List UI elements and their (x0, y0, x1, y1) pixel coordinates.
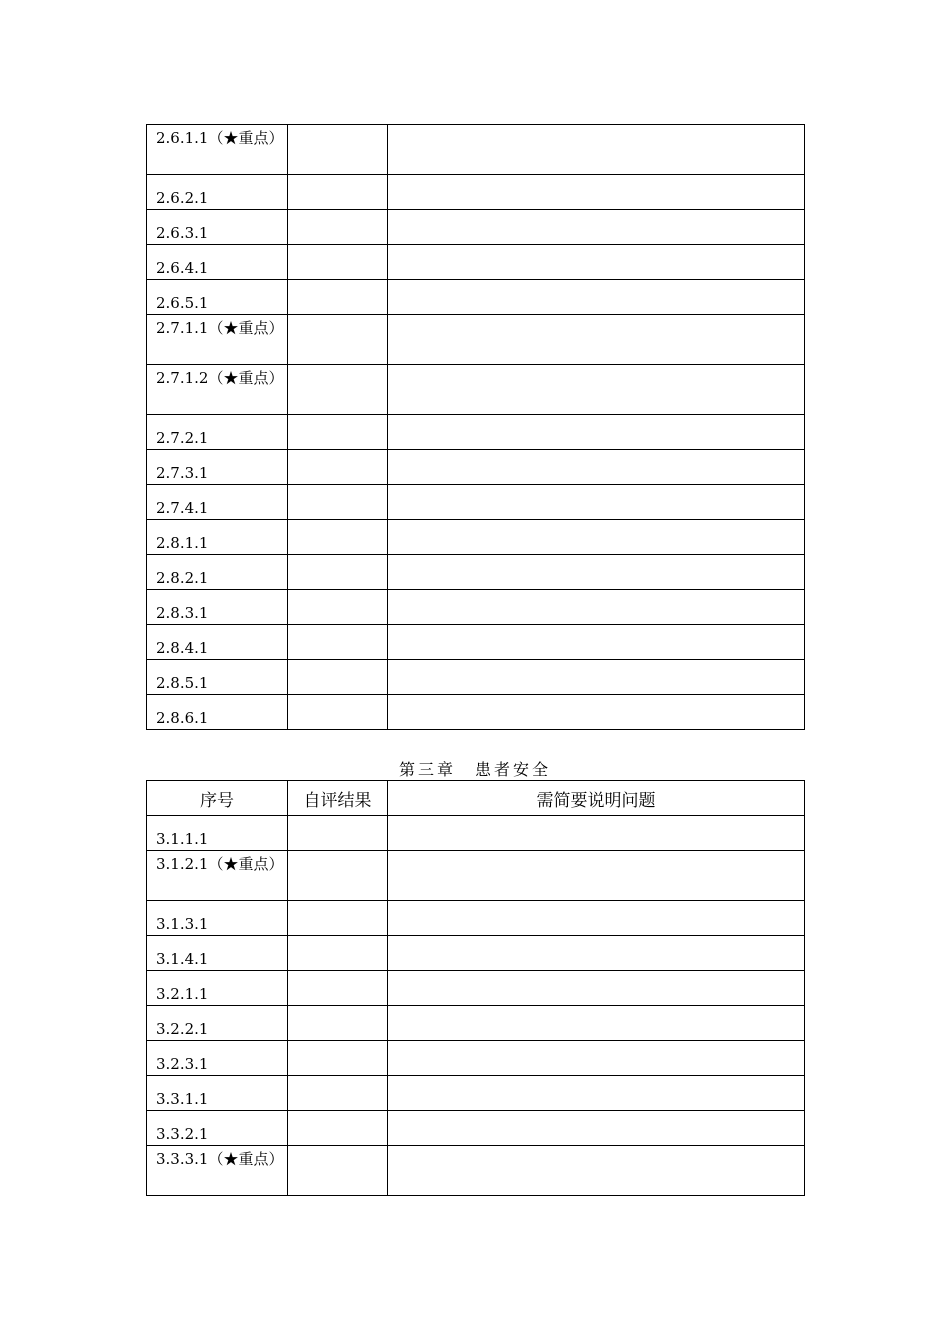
item-number: 2.8.4.1 (156, 639, 209, 657)
item-number: 2.7.4.1 (156, 499, 209, 517)
table-row (147, 851, 805, 901)
table-row (147, 450, 805, 485)
item-number: 2.7.1.1 (156, 319, 209, 337)
self-eval-cell[interactable] (288, 365, 388, 415)
table-row (147, 315, 805, 365)
table-body (147, 816, 805, 1196)
table-row (147, 695, 805, 730)
item-number: 2.8.1.1 (156, 534, 209, 552)
self-eval-cell[interactable] (288, 1076, 388, 1111)
table-row (147, 971, 805, 1006)
issue-notes-cell[interactable] (388, 125, 805, 175)
issue-notes-cell[interactable] (388, 280, 805, 315)
item-number: 2.7.1.2 (156, 369, 209, 387)
item-number: 2.6.2.1 (156, 189, 209, 207)
table-row (147, 816, 805, 851)
issue-notes-cell[interactable] (388, 851, 805, 901)
self-eval-cell[interactable] (288, 1111, 388, 1146)
item-number: 3.1.3.1 (156, 915, 209, 933)
item-number-cell (147, 1041, 288, 1076)
self-eval-cell[interactable] (288, 590, 388, 625)
self-eval-cell[interactable] (288, 851, 388, 901)
self-eval-cell[interactable] (288, 415, 388, 450)
table-row (147, 590, 805, 625)
item-number: 3.1.1.1 (156, 830, 209, 848)
self-eval-cell[interactable] (288, 695, 388, 730)
item-number: 3.2.2.1 (156, 1020, 209, 1038)
issue-notes-cell[interactable] (388, 1041, 805, 1076)
self-eval-cell[interactable] (288, 816, 388, 851)
issue-notes-cell[interactable] (388, 520, 805, 555)
item-number: 3.3.2.1 (156, 1125, 209, 1143)
item-number-cell (147, 1006, 288, 1041)
item-number: 2.8.5.1 (156, 674, 209, 692)
item-number-cell (147, 175, 288, 210)
item-number-cell (147, 971, 288, 1006)
issue-notes-cell[interactable] (388, 971, 805, 1006)
table-body (147, 125, 805, 730)
table-row (147, 625, 805, 660)
issue-notes-cell[interactable] (388, 415, 805, 450)
self-eval-cell[interactable] (288, 210, 388, 245)
issue-notes-cell[interactable] (388, 590, 805, 625)
issue-notes-cell[interactable] (388, 695, 805, 730)
self-eval-cell[interactable] (288, 936, 388, 971)
item-number: 3.2.1.1 (156, 985, 209, 1003)
self-eval-cell[interactable] (288, 1146, 388, 1196)
table-row (147, 365, 805, 415)
item-number-cell (147, 816, 288, 851)
issue-notes-cell[interactable] (388, 485, 805, 520)
item-number-cell (147, 365, 288, 415)
item-number-cell (147, 901, 288, 936)
table-row (147, 1076, 805, 1111)
item-number: 3.1.4.1 (156, 950, 209, 968)
item-number-cell (147, 1146, 288, 1196)
chapter-title: 第三章 患者安全 (398, 760, 551, 779)
issue-notes-cell[interactable] (388, 450, 805, 485)
issue-notes-cell[interactable] (388, 555, 805, 590)
item-number: 2.7.2.1 (156, 429, 209, 447)
item-number-cell (147, 245, 288, 280)
table-row (147, 936, 805, 971)
table-row (147, 415, 805, 450)
item-number-cell (147, 695, 288, 730)
self-eval-cell[interactable] (288, 971, 388, 1006)
issue-notes-cell[interactable] (388, 936, 805, 971)
self-eval-cell[interactable] (288, 555, 388, 590)
self-eval-cell[interactable] (288, 175, 388, 210)
item-number-cell (147, 660, 288, 695)
table-row (147, 1111, 805, 1146)
issue-notes-cell[interactable] (388, 1111, 805, 1146)
item-number: 3.2.3.1 (156, 1055, 209, 1073)
issue-notes-cell[interactable] (388, 1076, 805, 1111)
key-item-marker: （★重点） (208, 129, 284, 147)
issue-notes-cell[interactable] (388, 901, 805, 936)
item-number: 2.6.4.1 (156, 259, 209, 277)
self-eval-cell[interactable] (288, 1006, 388, 1041)
item-number-cell (147, 485, 288, 520)
item-number-cell (147, 1076, 288, 1111)
item-number: 2.8.3.1 (156, 604, 209, 622)
issue-notes-cell[interactable] (388, 816, 805, 851)
issue-notes-cell[interactable] (388, 210, 805, 245)
issue-notes-cell[interactable] (388, 625, 805, 660)
table-row (147, 485, 805, 520)
self-eval-cell[interactable] (288, 901, 388, 936)
table-row (147, 210, 805, 245)
self-eval-cell[interactable] (288, 625, 388, 660)
table-row (147, 245, 805, 280)
item-number-cell (147, 555, 288, 590)
table-row (147, 1146, 805, 1196)
key-item-marker: （★重点） (208, 855, 284, 873)
item-number: 3.3.1.1 (156, 1090, 209, 1108)
issue-notes-cell[interactable] (388, 1146, 805, 1196)
self-eval-cell[interactable] (288, 125, 388, 175)
item-number-cell (147, 851, 288, 901)
issue-notes-cell[interactable] (388, 365, 805, 415)
table-row (147, 280, 805, 315)
header-self-eval: 自评结果 (288, 781, 388, 816)
item-number-cell (147, 450, 288, 485)
table-row (147, 660, 805, 695)
self-eval-cell[interactable] (288, 245, 388, 280)
key-item-marker: （★重点） (208, 319, 284, 337)
table-row (147, 555, 805, 590)
item-number-cell (147, 125, 288, 175)
issue-notes-cell[interactable] (388, 315, 805, 365)
item-number: 2.6.3.1 (156, 224, 209, 242)
issue-notes-cell[interactable] (388, 175, 805, 210)
item-number: 3.1.2.1 (156, 855, 209, 873)
table-header-row (147, 781, 805, 816)
item-number-cell (147, 210, 288, 245)
item-number-cell (147, 1111, 288, 1146)
item-number-cell (147, 315, 288, 365)
table-row (147, 125, 805, 175)
item-number-cell (147, 590, 288, 625)
item-number: 2.8.6.1 (156, 709, 209, 727)
table-row (147, 1006, 805, 1041)
item-number: 2.8.2.1 (156, 569, 209, 587)
table-row (147, 1041, 805, 1076)
self-eval-cell[interactable] (288, 280, 388, 315)
item-number-cell (147, 280, 288, 315)
item-number-cell (147, 520, 288, 555)
key-item-marker: （★重点） (208, 1150, 284, 1168)
self-eval-cell[interactable] (288, 1041, 388, 1076)
self-eval-cell[interactable] (288, 315, 388, 365)
item-number: 3.3.3.1 (156, 1150, 209, 1168)
item-number-cell (147, 936, 288, 971)
item-number-cell (147, 415, 288, 450)
issue-notes-cell[interactable] (388, 245, 805, 280)
table-row (147, 175, 805, 210)
table-chapter2-continued (146, 124, 805, 730)
item-number: 2.6.1.1 (156, 129, 209, 147)
header-issues: 需简要说明问题 (388, 781, 805, 816)
item-number-cell (147, 625, 288, 660)
self-eval-cell[interactable] (288, 660, 388, 695)
item-number: 2.6.5.1 (156, 294, 209, 312)
table-row (147, 520, 805, 555)
issue-notes-cell[interactable] (388, 660, 805, 695)
self-eval-cell[interactable] (288, 485, 388, 520)
self-eval-cell[interactable] (288, 520, 388, 555)
item-number: 2.7.3.1 (156, 464, 209, 482)
header-seq: 序号 (147, 781, 288, 816)
self-eval-cell[interactable] (288, 450, 388, 485)
key-item-marker: （★重点） (208, 369, 284, 387)
issue-notes-cell[interactable] (388, 1006, 805, 1041)
table-chapter3 (146, 780, 805, 1196)
table-row (147, 901, 805, 936)
